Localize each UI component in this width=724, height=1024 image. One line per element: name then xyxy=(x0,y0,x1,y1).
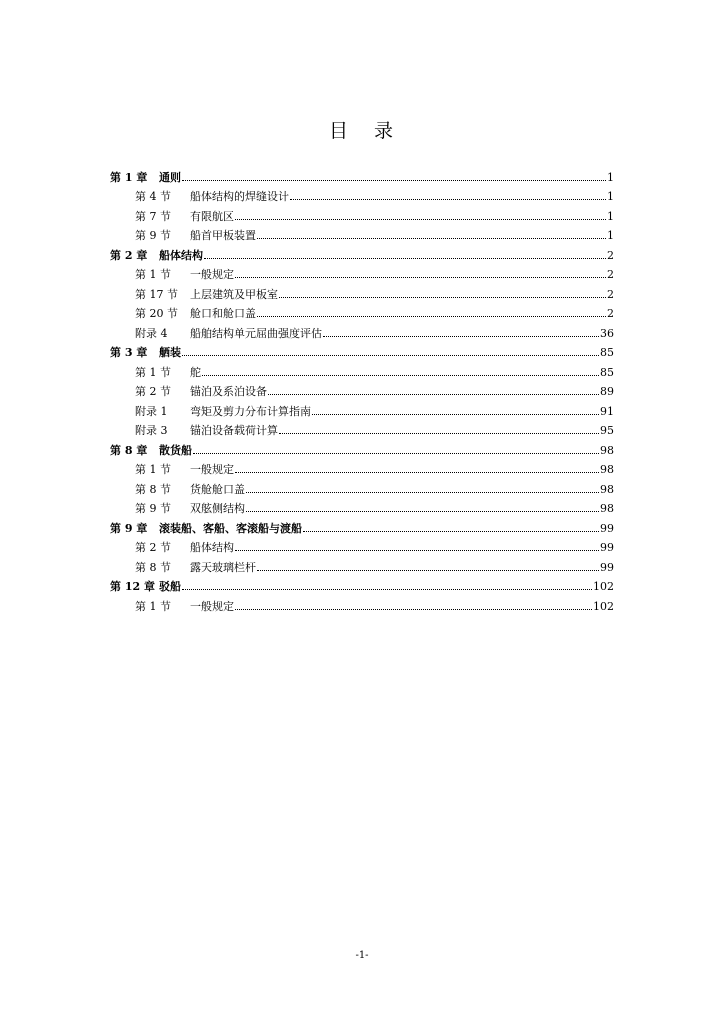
toc-entry-page: 99 xyxy=(600,521,614,535)
toc-entry-label: 一般规定 xyxy=(190,268,234,281)
toc-entry-page: 98 xyxy=(600,482,614,496)
dot-leader xyxy=(268,393,599,395)
toc-section-entry[interactable] xyxy=(110,301,614,321)
toc-section-entry[interactable] xyxy=(110,476,614,496)
toc-entry-number: 附录 1 xyxy=(135,404,168,418)
toc-entry-number: 第 17 节 xyxy=(135,287,178,301)
toc-entry-label: 锚泊及系泊设备 xyxy=(190,385,267,398)
toc-section-entry[interactable] xyxy=(110,496,614,516)
dot-leader xyxy=(235,276,606,278)
dot-leader xyxy=(257,569,599,571)
toc-entry-label: 货舱舱口盖 xyxy=(190,482,245,496)
toc-entry-label: 舵 xyxy=(190,365,201,379)
page-title xyxy=(0,116,724,143)
toc-chapter-entry[interactable] xyxy=(110,515,614,535)
toc-chapter-entry[interactable] xyxy=(110,574,614,594)
dot-leader xyxy=(193,452,599,454)
toc-section-entry[interactable] xyxy=(110,184,614,204)
toc-entry-page: 99 xyxy=(600,560,614,574)
dot-leader xyxy=(235,549,599,551)
dot-leader xyxy=(182,354,599,356)
toc-entry-label: 锚泊设备载荷计算 xyxy=(190,424,278,437)
toc-entry-number: 第 9 章 xyxy=(110,521,148,535)
toc-entry-number: 第 7 节 xyxy=(135,209,171,223)
toc-section-entry[interactable] xyxy=(110,418,614,438)
toc-entry-page: 85 xyxy=(600,365,614,379)
toc-entry-page: 1 xyxy=(607,170,614,184)
toc-entry-label: 舱口和舱口盖 xyxy=(190,307,256,320)
title-part-1: 目 xyxy=(328,120,350,142)
toc-entry-number: 第 20 节 xyxy=(135,307,178,320)
toc-chapter-entry[interactable] xyxy=(110,340,614,360)
toc-entry-page: 98 xyxy=(600,502,614,515)
toc-entry-label: 船舶结构单元屈曲强度评估 xyxy=(190,326,322,340)
dot-leader xyxy=(204,257,606,259)
toc-chapter-entry[interactable] xyxy=(110,437,614,457)
toc-section-entry[interactable] xyxy=(110,457,614,477)
dot-leader xyxy=(235,608,592,610)
dot-leader xyxy=(202,374,599,376)
toc-entry-page: 102 xyxy=(593,599,614,613)
toc-entry-number: 第 3 章 xyxy=(110,346,148,359)
toc-entry-number: 第 1 节 xyxy=(135,599,171,613)
toc-entry-page: 1 xyxy=(607,229,614,242)
dot-leader xyxy=(182,588,592,590)
toc-entry-page: 102 xyxy=(593,580,614,593)
toc-entry-label: 驳船 xyxy=(159,580,181,593)
table-of-contents xyxy=(110,164,614,613)
toc-entry-label: 船体结构 xyxy=(159,248,203,262)
toc-chapter-entry[interactable] xyxy=(110,242,614,262)
toc-entry-page: 91 xyxy=(600,404,614,418)
dot-leader xyxy=(246,510,599,512)
dot-leader xyxy=(323,335,599,337)
toc-entry-page: 85 xyxy=(600,346,614,359)
toc-entry-label: 有限航区 xyxy=(190,209,234,223)
dot-leader xyxy=(257,237,606,239)
toc-entry-number: 第 1 节 xyxy=(135,268,171,281)
toc-section-entry[interactable] xyxy=(110,398,614,418)
dot-leader xyxy=(246,491,599,493)
toc-entry-label: 散货船 xyxy=(159,443,192,457)
dot-leader xyxy=(235,218,606,220)
toc-chapter-entry[interactable] xyxy=(110,164,614,184)
toc-entry-page: 98 xyxy=(600,443,614,457)
toc-entry-number: 第 8 节 xyxy=(135,560,171,574)
toc-entry-number: 第 2 章 xyxy=(110,248,148,262)
toc-entry-page: 1 xyxy=(607,209,614,223)
toc-section-entry[interactable] xyxy=(110,320,614,340)
toc-entry-page: 2 xyxy=(607,287,614,301)
toc-entry-number: 第 8 章 xyxy=(110,443,148,457)
toc-entry-number: 附录 3 xyxy=(135,424,168,437)
toc-entry-number: 附录 4 xyxy=(135,326,168,340)
toc-entry-page: 2 xyxy=(607,268,614,281)
toc-entry-label: 船体结构的焊缝设计 xyxy=(190,190,289,203)
toc-entry-label: 通则 xyxy=(159,170,181,184)
toc-section-entry[interactable] xyxy=(110,223,614,243)
dot-leader xyxy=(182,179,606,181)
toc-entry-page: 95 xyxy=(600,424,614,437)
dot-leader xyxy=(279,296,606,298)
toc-entry-number: 第 9 节 xyxy=(135,502,171,515)
dot-leader xyxy=(235,471,599,473)
toc-section-entry[interactable] xyxy=(110,203,614,223)
toc-entry-label: 舾装 xyxy=(159,346,181,359)
toc-entry-number: 第 2 节 xyxy=(135,541,171,554)
toc-entry-number: 第 12 章 xyxy=(110,580,155,593)
toc-entry-page: 1 xyxy=(607,190,614,203)
toc-entry-label: 一般规定 xyxy=(190,463,234,476)
toc-entry-page: 99 xyxy=(600,541,614,554)
page-number: -1- xyxy=(355,950,369,961)
toc-entry-page: 98 xyxy=(600,463,614,476)
toc-entry-label: 露天玻璃栏杆 xyxy=(190,560,256,574)
toc-entry-label: 上层建筑及甲板室 xyxy=(190,287,278,301)
toc-entry-number: 第 4 节 xyxy=(135,190,171,203)
title-part-2: 录 xyxy=(374,120,396,142)
dot-leader xyxy=(257,315,606,317)
toc-entry-label: 弯矩及剪力分布计算指南 xyxy=(190,404,311,418)
toc-entry-label: 船首甲板装置 xyxy=(190,229,256,242)
dot-leader xyxy=(290,198,606,200)
toc-entry-number: 第 1 节 xyxy=(135,365,171,379)
toc-entry-page: 2 xyxy=(607,248,614,262)
toc-section-entry[interactable] xyxy=(110,554,614,574)
toc-entry-page: 89 xyxy=(600,385,614,398)
toc-entry-number: 第 1 节 xyxy=(135,463,171,476)
toc-section-entry[interactable] xyxy=(110,379,614,399)
toc-entry-label: 一般规定 xyxy=(190,599,234,613)
toc-section-entry[interactable] xyxy=(110,593,614,613)
toc-entry-number: 第 2 节 xyxy=(135,385,171,398)
toc-entry-page: 2 xyxy=(607,307,614,320)
dot-leader xyxy=(279,432,599,434)
toc-section-entry[interactable] xyxy=(110,262,614,282)
toc-entry-number: 第 8 节 xyxy=(135,482,171,496)
toc-section-entry[interactable] xyxy=(110,535,614,555)
toc-entry-page: 36 xyxy=(600,326,614,340)
toc-section-entry[interactable] xyxy=(110,359,614,379)
toc-entry-number: 第 1 章 xyxy=(110,170,148,184)
toc-section-entry[interactable] xyxy=(110,281,614,301)
dot-leader xyxy=(312,413,599,415)
dot-leader xyxy=(303,530,599,532)
toc-entry-number: 第 9 节 xyxy=(135,229,171,242)
toc-entry-label: 双舷侧结构 xyxy=(190,502,245,515)
toc-entry-label: 滚装船、客船、客滚船与渡船 xyxy=(159,521,302,535)
toc-entry-label: 船体结构 xyxy=(190,541,234,554)
